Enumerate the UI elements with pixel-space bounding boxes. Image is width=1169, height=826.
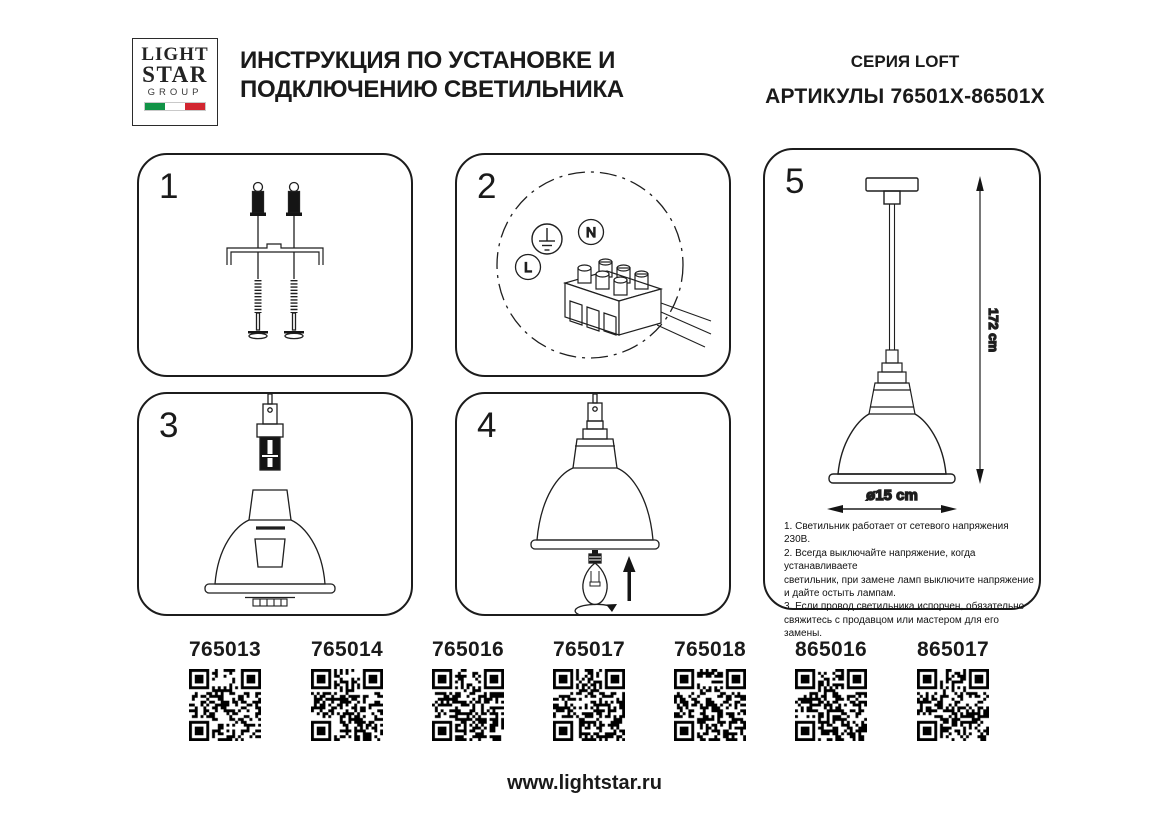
ceiling-plate-icon [866,178,918,204]
socket-cover-icon [869,383,915,414]
wires [657,303,711,347]
step-panel-1 [137,153,413,377]
cable [268,394,272,404]
qr-code [311,669,383,741]
cord-grip-icon [257,404,283,437]
socket-assembly-diagram [139,394,411,614]
live-label: L [524,259,532,275]
wall-anchor-icon [286,183,302,249]
article-item [776,638,886,741]
qr-code [917,669,989,741]
note-line: светильник, при замене ламп выключите напряжение [784,574,1034,586]
step-panel-3 [137,392,413,616]
socket-sleeve-icon [260,437,280,470]
step-panel-2 [455,153,731,377]
article-code: 765018 [674,638,746,661]
note-line: 2. Всегда выключайте напряжение, когда устанавливаете [784,547,976,573]
wall-anchor-icon [250,183,266,249]
note-line: 1. Светильник работает от сетевого напряжения 230В. [784,521,1009,546]
qr-code [553,669,625,741]
article-code: 865017 [917,638,989,661]
step-number: 3 [159,406,179,445]
anchors-screws-diagram [139,155,411,375]
articles-range-label: АРТИКУЛЫ 76501X-86501X [765,85,1045,108]
note-line: и дайте остыть лампам. [784,588,896,600]
note-line: 3. Если провод светильника испорчен, обязательно [784,601,1025,613]
earth-icon [532,224,562,254]
qr-code [795,669,867,741]
italy-flag [144,102,206,111]
qr-code [674,669,746,741]
series-header [740,52,1070,109]
italy-flag-red [185,103,205,110]
article-code: 765014 [311,638,383,661]
safety-notes [784,520,1034,641]
height-dimension [976,176,984,484]
italy-flag-white [165,103,185,110]
diameter-dimension [827,505,957,513]
bulb-installation-diagram [457,394,729,614]
note-line: свяжитесь с продавцом или мастером для его замены. [784,614,999,640]
article-code: 765013 [189,638,261,661]
cord-grip-icon [583,403,607,439]
page-title [240,46,624,104]
logo-word-group: GROUP [147,87,203,98]
article-code: 765017 [553,638,625,661]
up-arrow-icon [623,556,636,601]
article-item [413,638,523,741]
retaining-ring-icon [253,599,287,606]
lamp-shade-icon [205,490,335,606]
mounting-bracket-icon [227,244,323,265]
terminal-block-diagram [457,155,729,375]
qr-code [432,669,504,741]
step-number: 4 [477,406,497,445]
rotate-arrow-icon [575,604,617,614]
lightstar-logo [132,38,218,126]
neutral-label: N [585,224,597,240]
step-panel-5 [763,148,1041,640]
screw-icon [248,280,268,339]
italy-flag-green [145,103,165,110]
series-label: СЕРИЯ LOFT [850,52,960,71]
article-item [898,638,1008,741]
diameter-dimension-label: ø15 cm [866,487,918,504]
article-code: 765016 [432,638,504,661]
terminal-block-icon [565,259,711,347]
website-url: www.lightstar.ru [507,772,662,794]
height-dimension-label: 172 cm [986,307,1001,353]
screw-icon [284,280,304,339]
step-number: 2 [477,167,497,206]
article-code: 865016 [795,638,867,661]
article-item [292,638,402,741]
step-panel-4 [455,392,731,616]
cable [593,394,597,403]
step-number: 5 [785,162,805,201]
page-title-line1: ИНСТРУКЦИЯ ПО УСТАНОВКЕ И [240,47,616,74]
qr-code [189,669,261,741]
logo-word-star: STAR [142,62,208,87]
logo-word-light: LIGHT [141,44,209,65]
lamp-shade-icon [829,414,955,483]
bulb-icon [583,550,607,605]
step-number: 1 [159,167,179,206]
lamp-shade-icon [531,439,659,549]
article-item [170,638,280,741]
page-title-line2: ПОДКЛЮЧЕНИЮ СВЕТИЛЬНИКА [240,76,624,103]
article-item [655,638,765,741]
rod [890,204,895,350]
cord-grip-icon [878,350,906,383]
article-item [534,638,644,741]
